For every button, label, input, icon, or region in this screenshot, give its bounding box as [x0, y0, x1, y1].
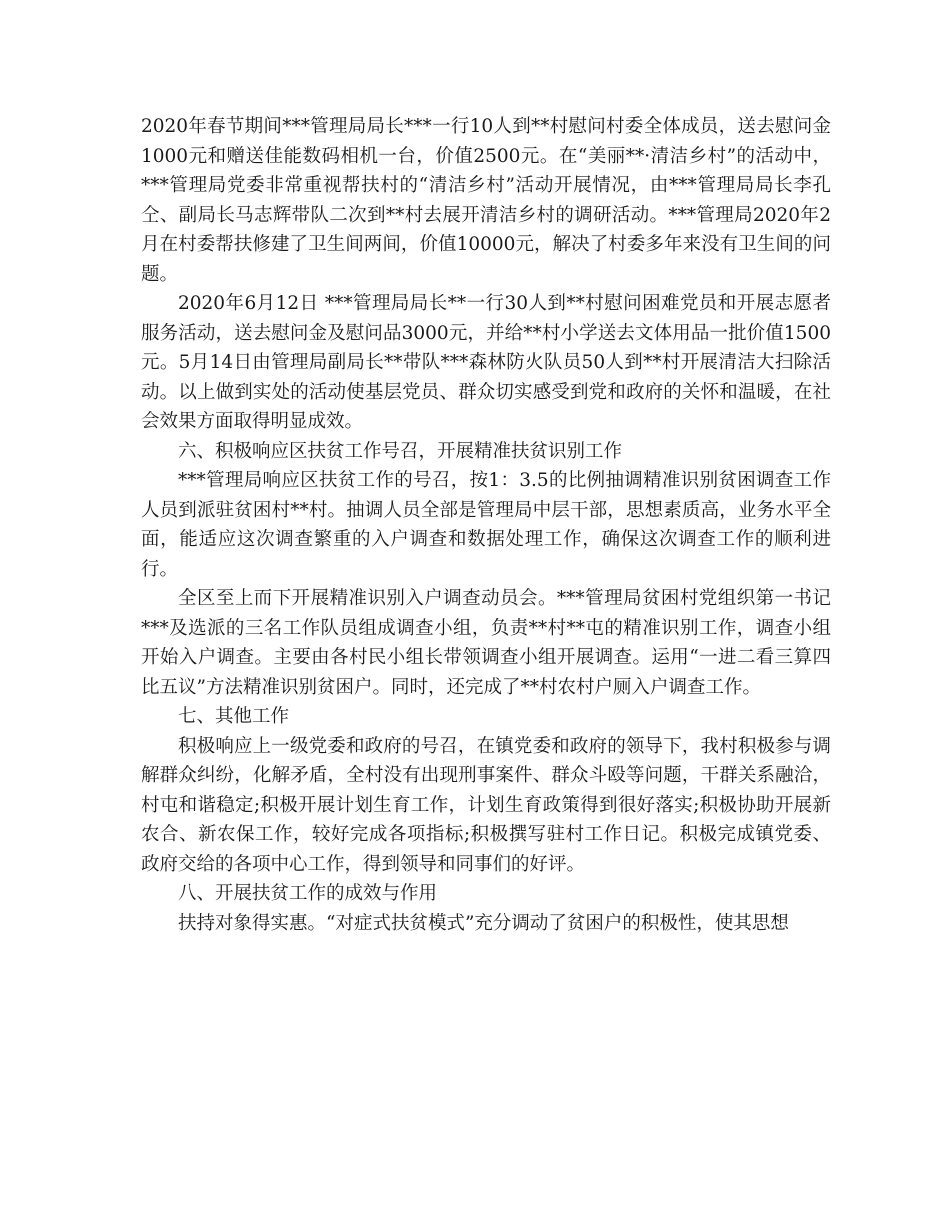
paragraph-5: 积极响应上一级党委和政府的号召，在镇党委和政府的领导下，我村积极参与调解群众纠纷，化解矛盾，全村没有出现刑事案件、群众斗殴等问题，干群关系融洽，村屯和谐稳定;积极开展计划生育工作，计划生育政策得到很好落实;积极协助开展新农合、新农保工作，较好完成各项指标;积极撰写驻村工作日记。积极完成镇党委、政府交给的各项中心工作，得到领导和同事们的好评。 [141, 735, 831, 875]
section-heading-7: 七、其他工作 [178, 706, 290, 727]
paragraph-3: ***管理局响应区扶贫工作的号召，按1：3.5的比例抽调精准识别贫困调查工作人员到派驻贫困村**村。抽调人员全部是管理局中层干部，思想素质高，业务水平全面，能适应这次调查繁重的入户调查和数据处理工作，确保这次调查工作的顺利进行。 [141, 470, 831, 580]
paragraph-6: 扶持对象得实惠。“对症式扶贫模式”充分调动了贫困户的积极性，使其思想 [178, 912, 789, 934]
paragraph-2: 2020年6月12日 ***管理局局长**一行30人到**村慰问困难党员和开展志愿者服务活动，送去慰问金及慰问品3000元，并给**村小学送去文体用品一批价值1500元。5月14日由管理局副局长**带队***森林防火队员50人到**村开展清洁大扫除活动。以上做到实处的活动使基层党员、群众切实感受到党和政府的关怀和温暖，在社会效果方面取得明显成效。 [141, 293, 831, 432]
section-heading-6: 六、积极响应区扶贫工作号召，开展精准扶贫识别工作 [178, 440, 623, 462]
section-heading-8: 八、开展扶贫工作的成效与作用 [178, 883, 438, 904]
paragraph-1: 2020年春节期间***管理局局长***一行10人到**村慰问村委全体成员，送去慰问金1000元和赠送佳能数码相机一台，价值2500元。在“美丽**·清洁乡村”的活动中，***管理局党委非常重视帮扶村的“清洁乡村”活动开展情况，由***管理局局长李孔仝、副局长马志辉带队二次到**村去展开清洁乡村的调研活动。***管理局2020年2月在村委帮扶修建了卫生间两间，价值10000元，解决了村委多年来没有卫生间的问题。 [141, 116, 831, 285]
paragraph-4: 全区至上而下开展精准识别入户调查动员会。***管理局贫困村党组织第一书记***及选派的三名工作队员组成调查小组，负责**村**屯的精准识别工作，调查小组开始入户调查。主要由各村民小组长带领调查小组开展调查。运用“一进二看三算四比五议”方法精准识别贫困户。同时，还完成了**村农村户厕入户调查工作。 [141, 588, 831, 698]
document-body [141, 112, 831, 938]
